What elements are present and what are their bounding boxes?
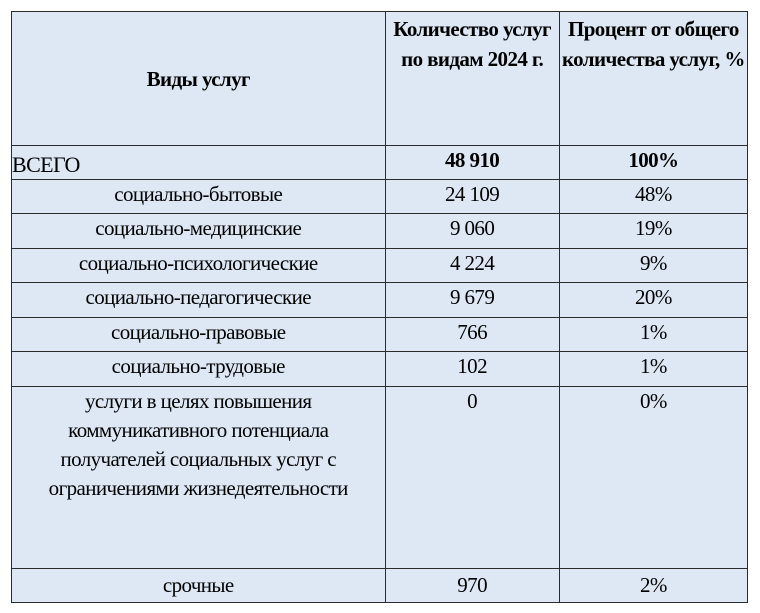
table-row	[12, 180, 748, 214]
row-percent: 19%	[559, 214, 747, 249]
row-label: социально-психологические	[12, 249, 386, 283]
row-percent: 20%	[559, 283, 747, 318]
table-row	[12, 283, 748, 318]
row-count: 0	[385, 387, 559, 569]
total-count: 48 910	[385, 146, 559, 180]
table-row	[12, 569, 748, 603]
row-count: 24 109	[385, 180, 559, 214]
row-label: социально-педагогические	[12, 283, 386, 318]
header-service-count: Количество услуг по видам 2024 г.	[385, 12, 559, 146]
row-label: срочные	[12, 569, 386, 603]
row-count: 970	[385, 569, 559, 603]
total-label: ВСЕГО	[12, 146, 386, 180]
row-count: 4 224	[385, 249, 559, 283]
header-percent: Процент от общего количества услуг, %	[559, 12, 747, 146]
row-count: 9 060	[385, 214, 559, 249]
row-percent: 1%	[559, 352, 747, 387]
row-count: 766	[385, 318, 559, 352]
table-row	[12, 249, 748, 283]
row-percent: 48%	[559, 180, 747, 214]
total-row	[12, 146, 748, 180]
row-label: социально-медицинские	[12, 214, 386, 249]
row-count: 102	[385, 352, 559, 387]
table-row	[12, 352, 748, 387]
row-percent: 0%	[559, 387, 747, 569]
row-percent: 2%	[559, 569, 747, 603]
total-percent: 100%	[559, 146, 747, 180]
row-count: 9 679	[385, 283, 559, 318]
row-label: социально-трудовые	[12, 352, 386, 387]
row-label: социально-правовые	[12, 318, 386, 352]
row-label: услуги в целях повышения коммуникативного потенциала получателей социальных услуг с ограничениями жизнедеятельности	[12, 387, 386, 569]
header-row	[12, 12, 748, 146]
table-row	[12, 214, 748, 249]
row-label: социально-бытовые	[12, 180, 386, 214]
header-service-types: Виды услуг	[12, 12, 386, 146]
services-table	[11, 11, 748, 603]
row-percent: 9%	[559, 249, 747, 283]
table-row	[12, 387, 748, 569]
table-row	[12, 318, 748, 352]
row-percent: 1%	[559, 318, 747, 352]
